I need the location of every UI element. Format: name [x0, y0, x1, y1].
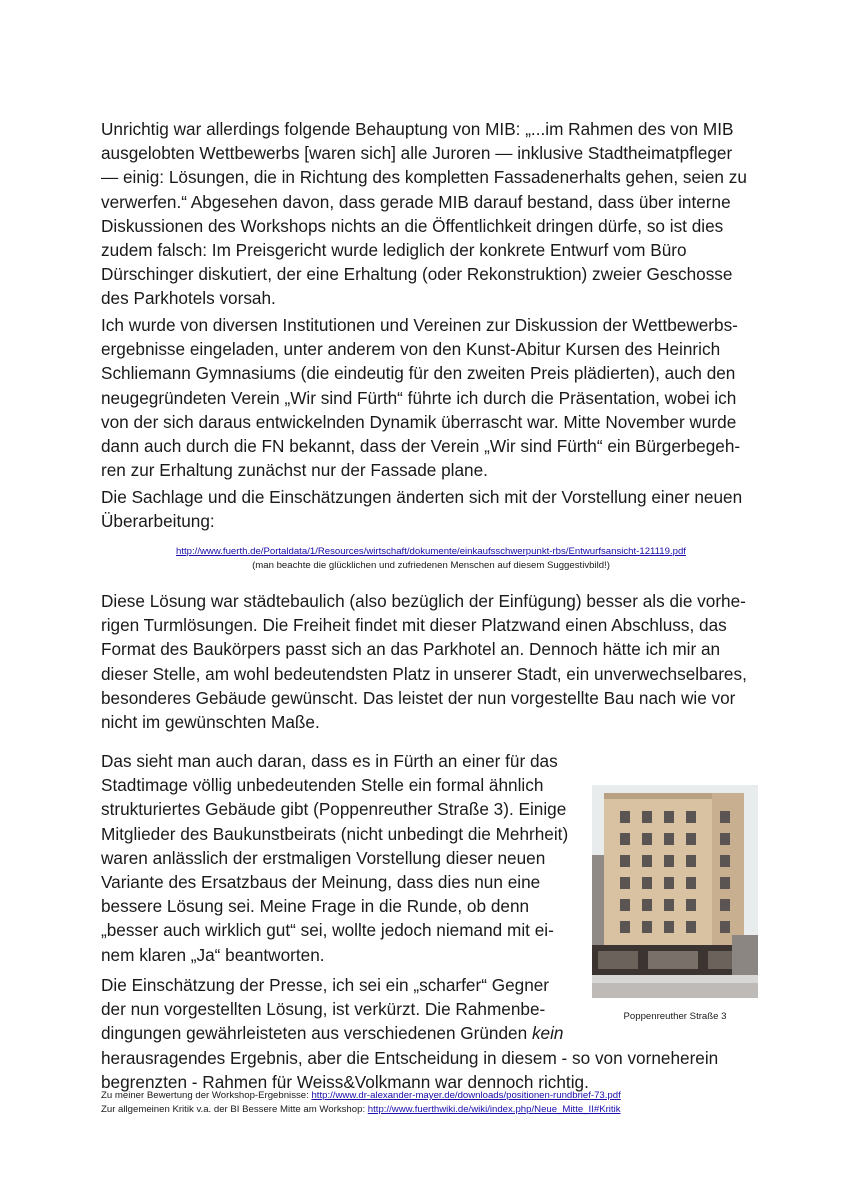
text-line: Die Sachlage und die Einschätzungen änderten sich mit der Vorstellung einer neuen: [101, 487, 743, 507]
text-line: Das sieht man auch daran, dass es in Fürth an einer für das: [101, 751, 558, 771]
entwurfsansicht-link[interactable]: http://www.fuerth.de/Portaldata/1/Resources/wirtschaft/dokumente/einkaufsschwerpunkt-rbs/Entwurfsansicht-121119.pdf: [176, 546, 686, 557]
text-line: besonderes Gebäude gewünscht. Das leistet der nun vorgestellte Bau nach wie vor: [101, 687, 736, 708]
text-line: „besser auch wirklich gut“ sei, wollte jedoch niemand mit ei-: [101, 920, 554, 941]
text-line: dieser Stelle, am wohl bedeutendsten Platz in unserer Stadt, ein unverwechselbares,: [101, 663, 747, 684]
text-line: Ich wurde von diversen Institutionen und Vereinen zur Diskussion der Wettbewerbs-: [101, 315, 738, 335]
text-line: Format des Baukörpers passt sich an das Parkhotel an. Dennoch hätte ich mir an: [101, 639, 721, 660]
text-line: Diese Lösung war städtebaulich (also bezüglich der Einfügung) besser als die vorhe-: [101, 591, 746, 611]
footnote-link-rundbrief[interactable]: http://www.dr-alexander-mayer.de/downloads/positionen-rundbrief-73.pdf: [311, 1090, 621, 1101]
text-line-body: dingungen gewährleisteten aus verschiedenen Gründen: [101, 1023, 528, 1044]
building-photo: [592, 785, 758, 998]
text-line: nem klaren „Ja“ beantworten.: [101, 944, 325, 965]
text-line: Unrichtig war allerdings folgende Behauptung von MIB: „...im Rahmen des von MIB: [101, 119, 734, 139]
text-line: ergebnisse eingeladen, unter anderem von den Kunst-Abitur Kursen des Heinrich: [101, 339, 721, 360]
text-line: Mitglieder des Baukunstbeirats (nicht unbedingt die Mehrheit): [101, 823, 569, 844]
entwurf-link-block: [101, 545, 761, 573]
building-illustration: [592, 785, 758, 998]
paragraph-mib-claim: [101, 117, 761, 311]
text-line: zudem falsch: Im Preisgericht wurde lediglich der konkrete Entwurf vom Büro: [101, 240, 687, 261]
footnote-label: Zur allgemeinen Kritik v.a. der BI Bessere Mitte am Workshop:: [101, 1104, 366, 1115]
text-line: ausgelobten Wettbewerbs [waren sich] alle Juroren — inklusive Stadtheimatpfleger: [101, 143, 733, 164]
text-line: [101, 1021, 761, 1045]
text-line: begrenzten - Rahmen für Weiss&Volkmann war dennoch richtig.: [101, 1071, 589, 1092]
emphasis-kein: kein: [531, 1023, 564, 1044]
text-line: Variante des Ersatzbaus der Meinung, dass dies nun eine: [101, 872, 541, 893]
text-line: — einig: Lösungen, die in Richtung des kompletten Fassadenerhalts gehen, seien zu: [101, 167, 747, 188]
footnotes: [101, 1089, 761, 1117]
footnote-label: Zu meiner Bewertung der Workshop-Ergebnisse:: [101, 1090, 309, 1101]
text-line: Dürschinger diskutiert, der eine Erhaltung (oder Rekonstruktion) zweier Geschosse: [101, 264, 733, 285]
text-line: Diskussionen des Workshops nichts an die Öffentlichkeit dringen dürfe, so ist dies: [101, 215, 724, 236]
text-line: von der sich daraus entwickelnden Dynamik überrascht war. Mitte November wurde: [101, 411, 737, 432]
text-line: herausragendes Ergebnis, aber die Entscheidung in diesem - so von vorneherein: [101, 1047, 719, 1068]
text-line: nicht im gewünschten Maße.: [101, 712, 320, 733]
photo-caption: Poppenreuther Straße 3: [623, 1011, 727, 1022]
text-line: Die Einschätzung der Presse, ich sei ein „scharfer“ Gegner: [101, 975, 550, 995]
text-line: der nun vorgestellten Lösung, ist verkürzt. Die Rahmenbe-: [101, 999, 546, 1020]
text-line: waren anlässlich der erstmaligen Vorstellung dieser neuen: [101, 847, 546, 868]
text-line: Schliemann Gymnasiums (die eindeutig für den zweiten Preis plädierten), auch den: [101, 363, 736, 384]
text-line: rigen Turmlösungen. Die Freiheit findet mit dieser Platzwand einen Abschluss, das: [101, 615, 727, 636]
text-line: strukturiertes Gebäude gibt (Poppenreuther Straße 3). Einige: [101, 799, 567, 820]
paragraph-revision: [101, 485, 761, 533]
text-line: neugegründeten Verein „Wir sind Fürth“ führte ich durch die Präsentation, wobei ich: [101, 387, 737, 408]
text-line: des Parkhotels vorsah.: [101, 288, 276, 309]
footnote-row: [101, 1103, 761, 1117]
text-line: ren zur Erhaltung zunächst nur der Fassade plane.: [101, 460, 488, 481]
paragraph-invitations: [101, 313, 761, 482]
text-line: Überarbeitung:: [101, 511, 215, 532]
text-line: bessere Lösung sei. Meine Frage in die Runde, ob denn: [101, 896, 530, 917]
footnote-link-fuerthwiki[interactable]: http://www.fuerthwiki.de/wiki/index.php/Neue_Mitte_II#Kritik: [367, 1104, 621, 1115]
paragraph-poppenreuther: [101, 749, 571, 967]
text-line: verwerfen.“ Abgesehen davon, dass gerade MIB darauf bestand, dass über interne: [101, 191, 731, 212]
footnote-row: [101, 1089, 761, 1103]
text-line: dann auch durch die FN bekannt, dass der Verein „Wir sind Fürth“ ein Bürgerbegeh-: [101, 436, 741, 457]
link-note: (man beachte die glücklichen und zufriedenen Menschen auf diesem Suggestivbild!): [252, 560, 610, 571]
text-line: Stadtimage völlig unbedeutenden Stelle ein formal ähnlich: [101, 775, 544, 796]
paragraph-assessment: [101, 589, 761, 734]
